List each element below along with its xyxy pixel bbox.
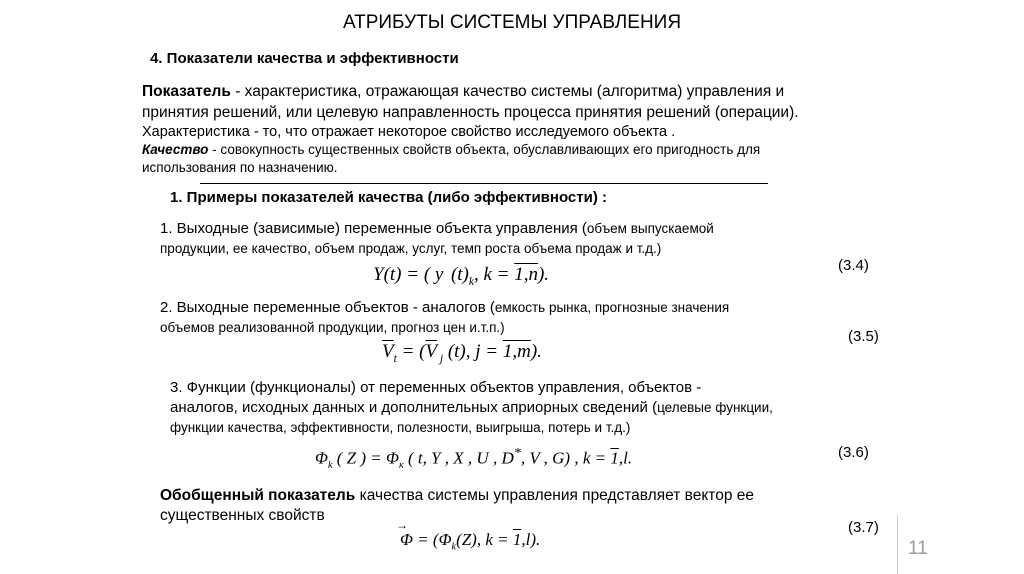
definition-indicator-term: Показатель (142, 83, 231, 100)
definition-characteristic: Характеристика - то, что отражает некоторое свойство исследуемого объекта . (142, 124, 676, 140)
equation-number-3-4: (3.4) (838, 257, 869, 274)
generalized-indicator-line2: существенных свойств (160, 507, 325, 524)
example-item-1-line2: продукции, ее качество, объем продаж, услуг, темп роста объема продаж и т.д.) (160, 241, 662, 256)
example-item-2-main: 2. Выходные переменные объектов - аналогов ( (160, 299, 495, 316)
generalized-indicator (160, 486, 754, 526)
examples-heading: 1. Примеры показателей качества (либо эффективности) : (170, 189, 607, 206)
equation-number-3-5: (3.5) (848, 328, 879, 345)
formula-3-4: Y(t) = ( y $(t)_k$, k = 1,n). (373, 264, 550, 288)
divider-line (200, 183, 768, 184)
page-divider (897, 515, 898, 574)
definition-quality-term: Качество (142, 142, 209, 157)
example-item-1 (160, 219, 714, 259)
definition-quality-line2: использования по назначению. (142, 160, 338, 175)
section-subtitle: 4. Показатели качества и эффективности (150, 50, 459, 67)
slide-title: АТРИБУТЫ СИСТЕМЫ УПРАВЛЕНИЯ (342, 12, 682, 33)
definition-indicator (142, 81, 799, 123)
equation-number-3-6: (3.6) (838, 444, 869, 461)
definition-indicator-line2: принятия решений, или целевую направленность процесса принятия решений (операции). (142, 104, 799, 121)
example-item-2-line2: объемов реализованной продукции, прогноз цен и.т.п.) (160, 320, 505, 335)
definition-quality-text: - совокупность существенных свойств объекта, обуславливающих его пригодность для (208, 142, 761, 157)
formula-3-6: $\Phi_k$ ( Z ) = $\Phi_к$ ( t, Y , X , U , D*, V , G) , k = 1,l. (315, 445, 633, 472)
example-item-2 (160, 298, 729, 338)
page-number: 11 (908, 538, 928, 559)
example-item-3 (170, 378, 773, 438)
example-item-1-main: 1. Выходные (зависимые) переменные объекта управления ( (160, 220, 587, 237)
example-item-1-detail: объем выпускаемой (586, 221, 714, 236)
generalized-indicator-text: качества системы управления представляет вектор ее (355, 487, 754, 504)
example-item-3-line3: функции качества, эффективности, полезности, выигрыша, потерь и т.д.) (170, 420, 631, 435)
definition-quality (142, 141, 760, 177)
generalized-indicator-term: Обобщенный показатель (160, 487, 356, 504)
example-item-3-line1: 3. Функции (функционалы) от переменных объектов управления, объектов - (170, 379, 702, 396)
definition-indicator-text: - характеристика, отражающая качество системы (алгоритма) управления и (230, 83, 785, 100)
example-item-3-detail: целевые функции, (657, 400, 773, 415)
example-item-2-detail: емкость рынка, прогнозные значения (494, 300, 730, 315)
formula-3-7: → $\Phi = (\Phi_k(Z)$, k = 1,l). (396, 518, 541, 553)
example-item-3-main: аналогов, исходных данных и дополнительных априорных сведений ( (170, 399, 658, 416)
formula-3-5: $\overline{V}_t = (\overline{V}$ $_j$ (t), j = 1,m). (382, 341, 542, 365)
equation-number-3-7: (3.7) (848, 519, 879, 536)
